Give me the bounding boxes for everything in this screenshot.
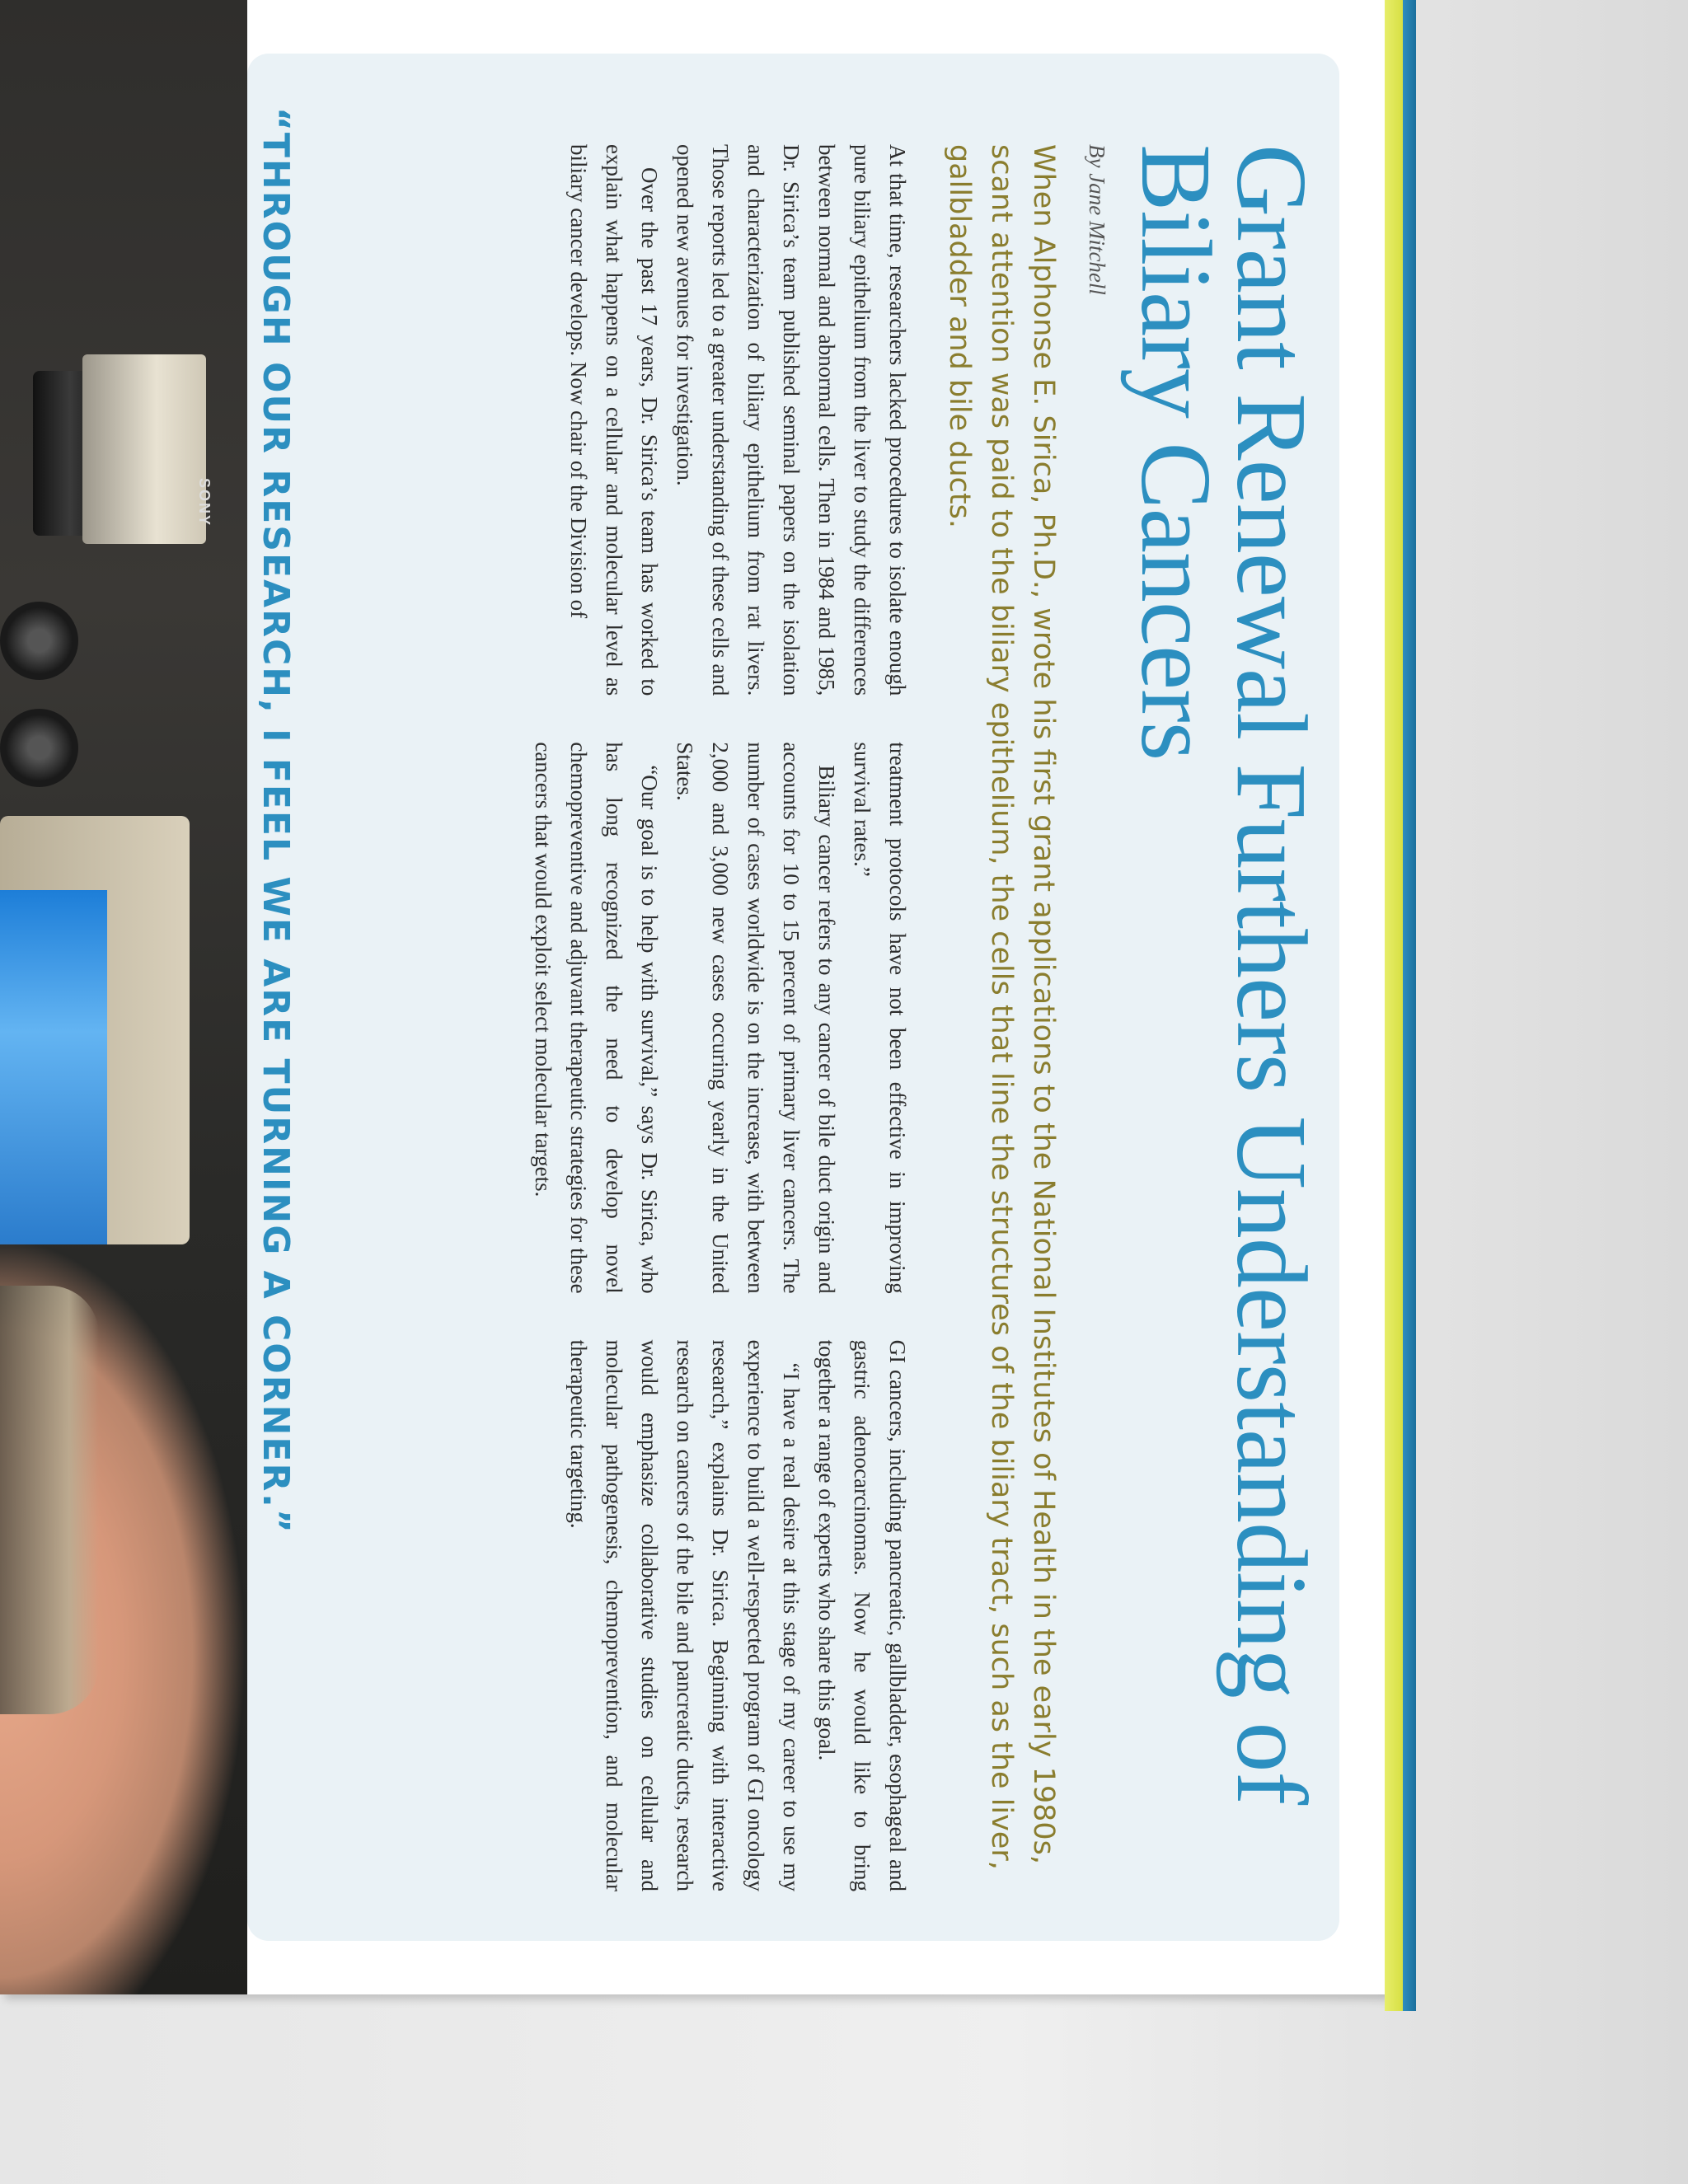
- camera-brand-label: SONY: [196, 478, 213, 527]
- column-3: [525, 1340, 915, 1891]
- lede-paragraph: When Alphonse E. Sirica, Ph.D., wrote his first grant applications to the National Institutes of Health in the early 1980s, scant attention was paid to the biliary epithelium, the cells that line the structures of the biliary tract, such as the liver, gallbladder and bile ducts.: [943, 144, 1060, 1870]
- byline: By Jane Mitchell: [1085, 144, 1109, 295]
- body-paragraph: GI cancers, including pancreatic, gallbladder, esophageal and gastric adenocarcinomas. Now he would like to bring together a range of experts who share this goal.: [814, 1339, 910, 1891]
- column-1: [525, 144, 915, 696]
- headline: Grant Renewal Furthers Understanding of Biliary Cancers: [1120, 144, 1327, 1805]
- pull-quote: “THROUGH OUR RESEARCH, I FEEL WE ARE TURNING A CORNER.”: [255, 107, 297, 1535]
- body-paragraph: Over the past 17 years, Dr. Sirica’s team has worked to explain what happens on a cellular and molecular level as biliary cancer develops. Now chair of the Division of: [566, 144, 662, 696]
- body-paragraph: “Our goal is to help with survival,” says Dr. Sirica, who has long recognized the need to develop novel chemopreventive and adjuvant therapeutic strategies for these cancers that would exploit select molecular targets.: [531, 742, 662, 1294]
- monitor-screen: [0, 890, 107, 1244]
- body-paragraph: treatment protocols have not been effective in improving survival rates.”: [850, 742, 910, 1294]
- microscope-eyepiece: [0, 602, 78, 680]
- page-edge-yellow: [1385, 0, 1403, 2011]
- column-2: [525, 742, 915, 1293]
- microscope-body: [82, 354, 206, 544]
- page-edge-blue: [1403, 0, 1416, 2011]
- body-paragraph: At that time, researchers lacked procedures to isolate enough pure biliary epithelium from the liver to study the differences between normal and abnormal cells. Then in 1984 and 1985, Dr. Sirica’s team published seminal papers on the isolation and characterization of biliary epithelium from rat livers. Those reports led to a greater understanding of these cells and opened new avenues for investigation.: [673, 144, 910, 696]
- body-paragraph: Biliary cancer refers to any cancer of bile duct origin and accounts for 10 to 15 percent of primary liver cancers. The number of cases worldwide is on the increase, with between 2,000 and 3,000 new cases occuring yearly in the United States.: [673, 742, 839, 1294]
- microscope-eyepiece: [0, 709, 78, 787]
- body-columns: [525, 144, 915, 1891]
- researcher-photo: [0, 0, 247, 1994]
- article: [247, 144, 1327, 1933]
- body-paragraph: “I have a real desire at this stage of my career to use my experience to build a well-respected program of GI oncology research,” explains Dr. Sirica. Beginning with interactive research on cancers of the bile and pancreatic ducts, research would emphasize collaborative studies on cellular and molecular pathogenesis, chemoprevention, and molecular therapeutic targeting.: [566, 1339, 804, 1891]
- researcher-hair: [0, 1286, 99, 1714]
